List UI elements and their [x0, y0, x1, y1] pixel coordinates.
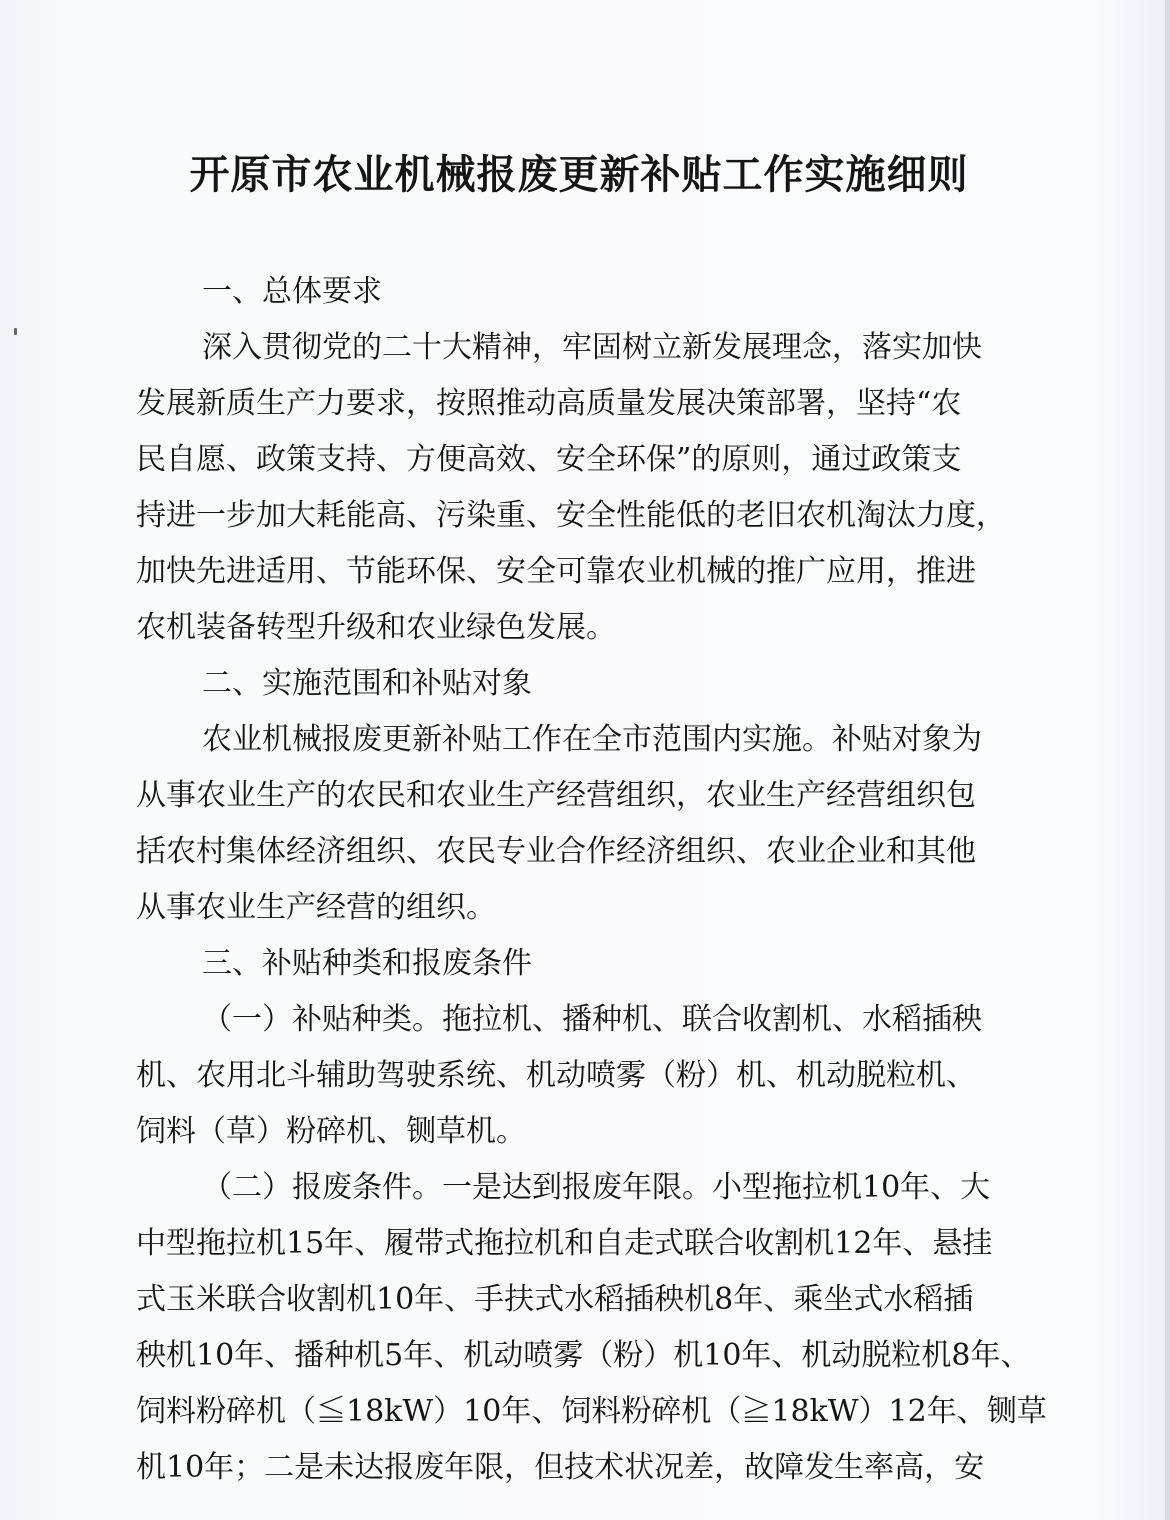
text-line: 秧机10年、播种机5年、机动喷雾（粉）机10年、机动脱粒机8年、	[136, 1338, 1031, 1373]
text-line: 深入贯彻党的二十大精神，牢固树立新发展理念，落实加快	[202, 330, 982, 365]
text-line: 农业机械报废更新补贴工作在全市范围内实施。补贴对象为	[202, 722, 982, 757]
text-line: （二）报废条件。一是达到报废年限。小型拖拉机10年、大	[202, 1170, 991, 1205]
paragraph-subsidy-types	[136, 998, 1032, 1154]
text-line: 中型拖拉机15年、履带式拖拉机和自走式联合收割机12年、悬挂	[136, 1226, 993, 1261]
text-line: （一）补贴种类。拖拉机、播种机、联合收割机、水稻插秧	[202, 1002, 982, 1037]
text-line: 饲料粉碎机（≦18kW）10年、饲料粉碎机（≧18kW）12年、铡草	[136, 1394, 1047, 1429]
document-title: 开原市农业机械报废更新补贴工作实施细则	[189, 152, 969, 198]
document-body	[136, 150, 1047, 1502]
text-line: 括农村集体经济组织、农民专业合作经济组织、农业企业和其他	[136, 834, 976, 869]
paragraph-scope-and-recipients	[136, 718, 1032, 930]
text-line: 饲料（草）粉碎机、铡草机。	[136, 1114, 526, 1149]
text-line: 机10年；二是未达报废年限，但技术状况差，故障发生率高，安	[136, 1450, 985, 1485]
text-line: 式玉米联合收割机10年、手扶式水稻插秧机8年、乘坐式水稻插	[136, 1282, 974, 1317]
text-line: 发展新质生产力要求，按照推动高质量发展决策部署，坚持“农	[136, 386, 962, 421]
scan-speck	[14, 328, 17, 335]
text-line: 持进一步加大耗能高、污染重、安全性能低的老旧农机淘汰力度，	[136, 498, 1006, 533]
page-edge-shadow	[1165, 0, 1170, 1520]
text-line: 加快先进适用、节能环保、安全可靠农业机械的推广应用，推进	[136, 554, 976, 589]
text-line: 民自愿、政策支持、方便高效、安全环保”的原则，通过政策支	[136, 442, 962, 477]
text-line: 机、农用北斗辅助驾驶系统、机动喷雾（粉）机、机动脱粒机、	[136, 1058, 976, 1093]
paragraph-scrap-conditions	[136, 1166, 1047, 1490]
section-heading-subsidy-types-and-scrap-conditions: 三、补贴种类和报废条件	[202, 946, 532, 981]
text-line: 农机装备转型升级和农业绿色发展。	[136, 610, 616, 645]
section-heading-general-requirements: 一、总体要求	[202, 274, 382, 309]
text-line: 从事农业生产的农民和农业生产经营组织，农业生产经营组织包	[136, 778, 976, 813]
text-line: 从事农业生产经营的组织。	[136, 890, 496, 925]
paragraph-general-requirements	[136, 326, 1032, 650]
section-heading-scope-and-recipients: 二、实施范围和补贴对象	[202, 666, 532, 701]
